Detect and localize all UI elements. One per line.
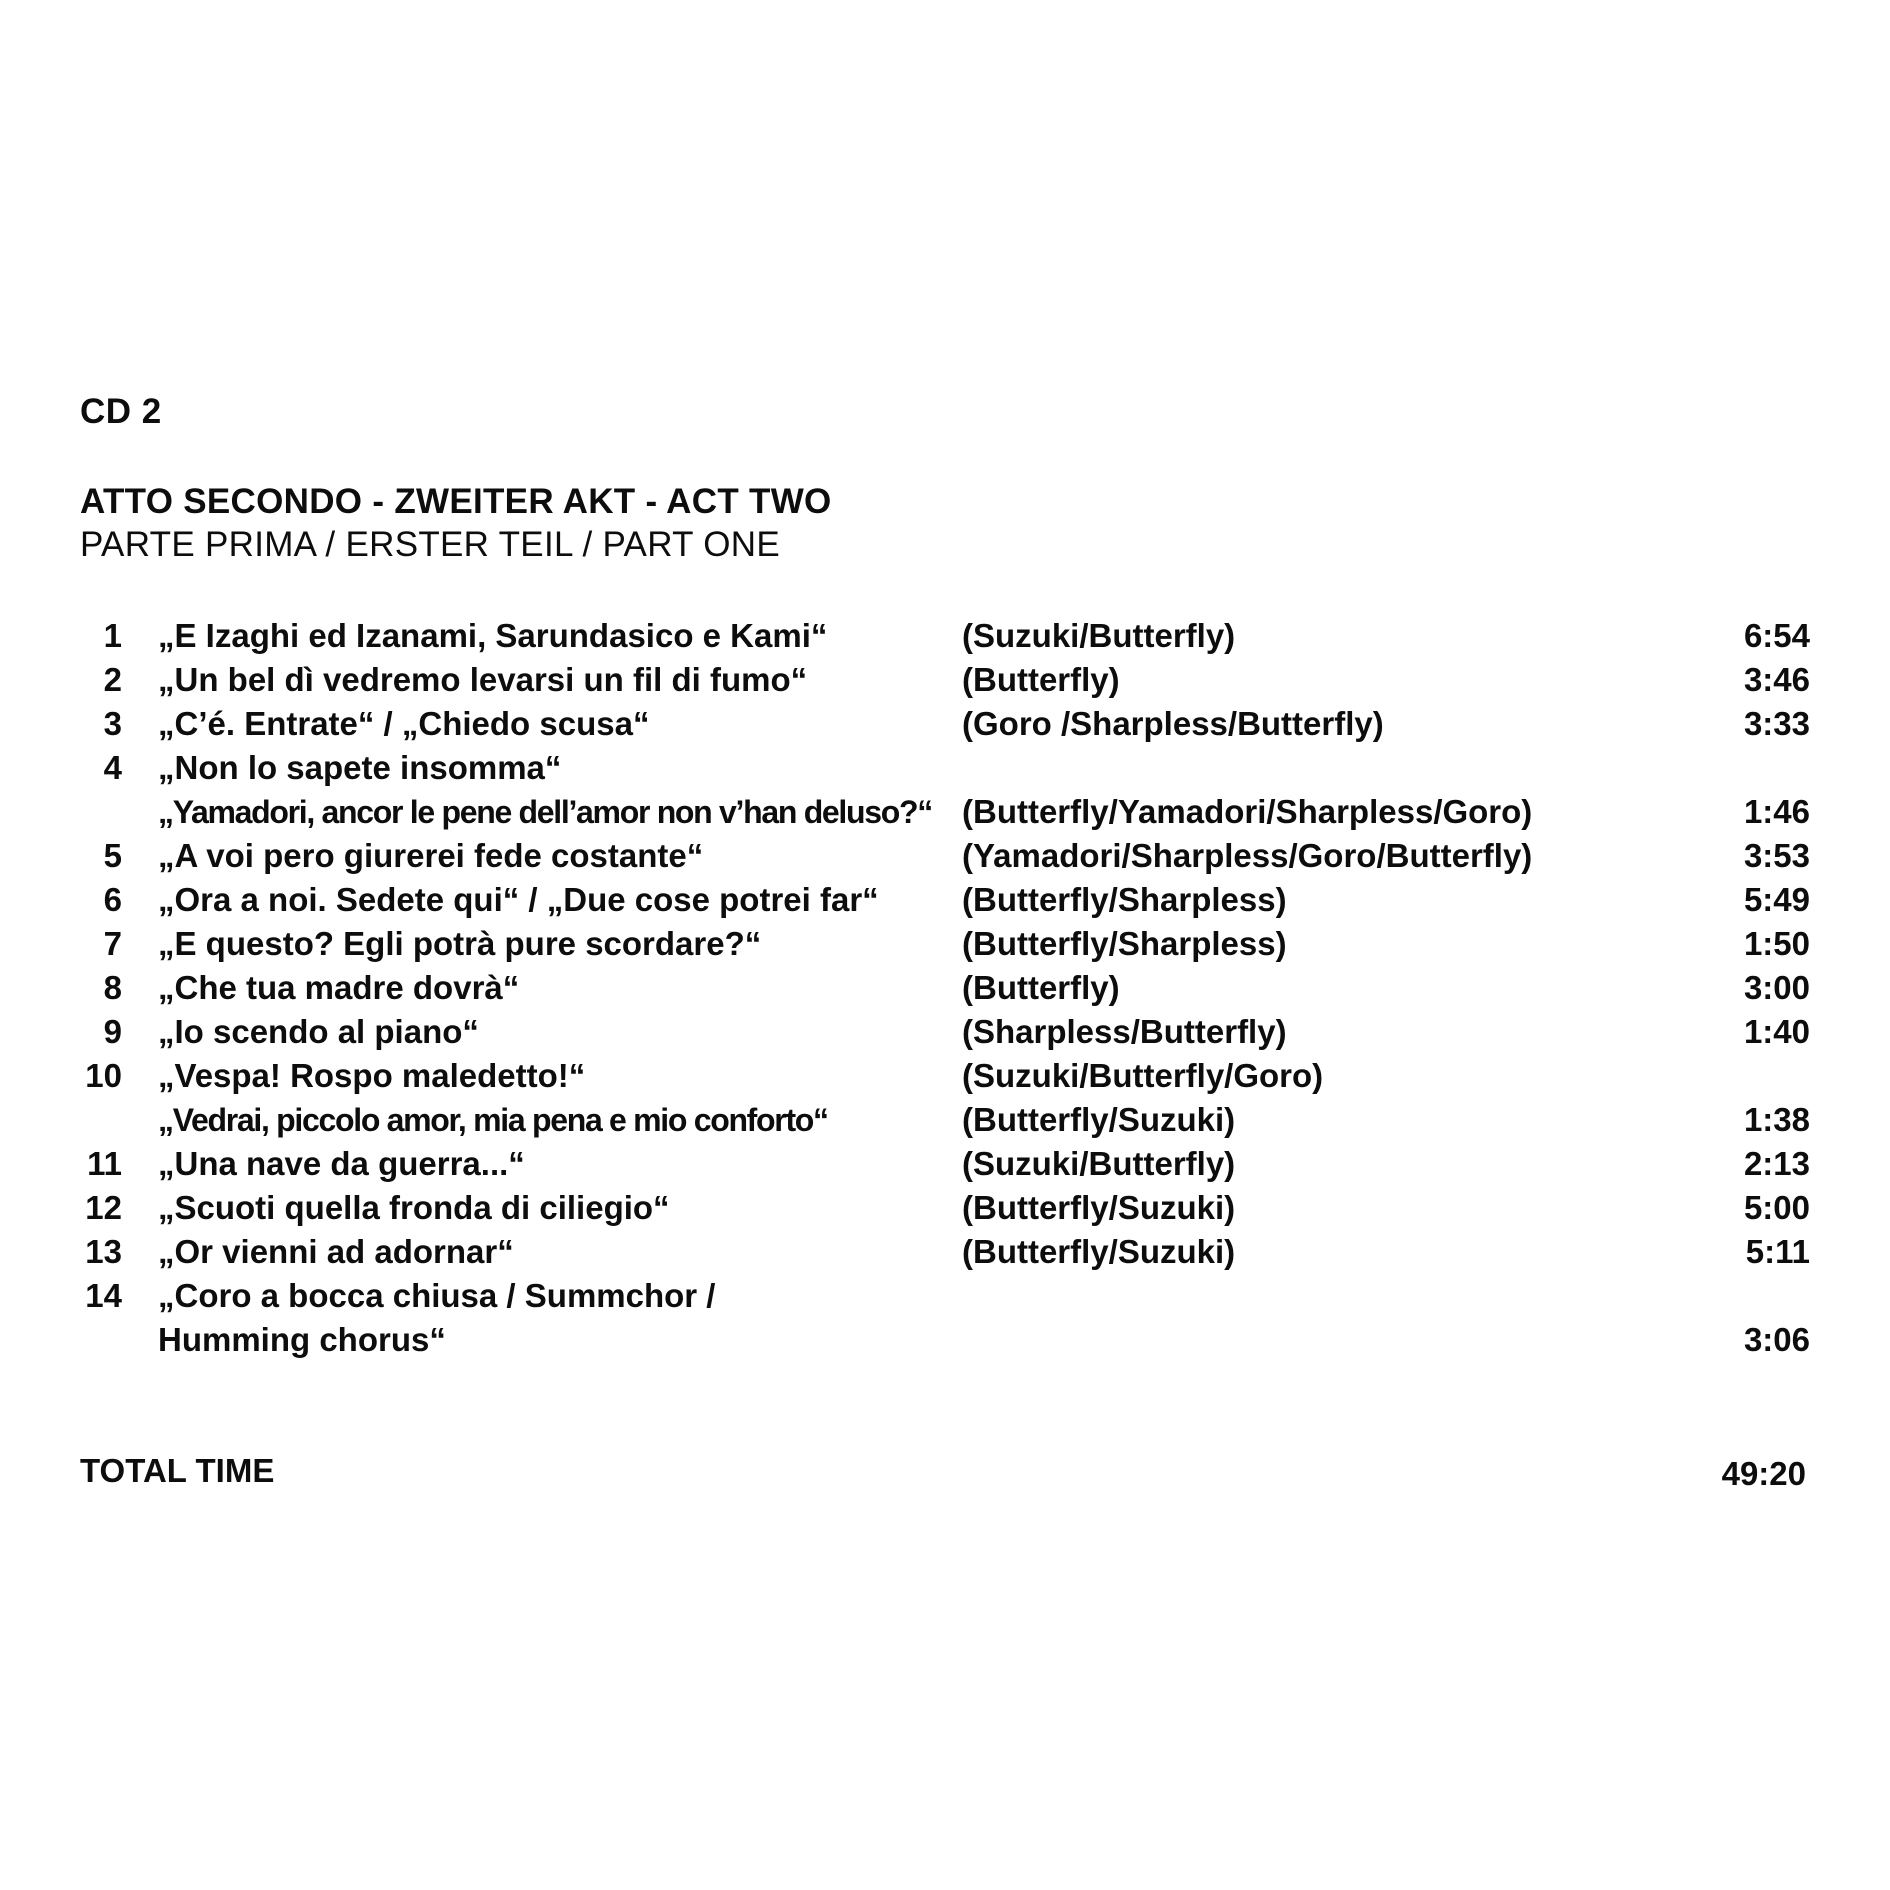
track-duration: 1:50 [1743, 925, 1810, 962]
track-roles: (Butterfly/Suzuki) [962, 1189, 1236, 1226]
track-line [0, 1230, 1890, 1274]
track-title: „Scuoti quella fronda di ciliegio“ [158, 1189, 670, 1226]
track-title: „Ora a noi. Sedete qui“ / „Due cose potrei far“ [158, 881, 879, 918]
track-line [0, 614, 1890, 658]
track-title: „E questo? Egli potrà pure scordare?“ [158, 925, 762, 962]
track-title: „Una nave da guerra...“ [158, 1145, 525, 1182]
track-roles: (Suzuki/Butterfly) [962, 617, 1236, 654]
track-roles: (Sharpless/Butterfly) [962, 1013, 1287, 1050]
part-title: PARTE PRIMA / ERSTER TEIL / PART ONE [80, 525, 780, 564]
track-line [0, 1318, 1890, 1362]
track-line [0, 658, 1890, 702]
track-roles: (Butterfly/Sharpless) [962, 925, 1287, 962]
track-duration: 5:49 [1743, 881, 1810, 918]
track-roles: (Butterfly) [962, 661, 1120, 698]
track-line [0, 1142, 1890, 1186]
track-line [0, 834, 1890, 878]
track-title: „Che tua madre dovrà“ [158, 969, 520, 1006]
track-line [0, 746, 1890, 790]
track-title: „A voi pero giurerei fede costante“ [158, 837, 704, 874]
track-roles: (Suzuki/Butterfly) [962, 1145, 1236, 1182]
track-number: 8 [103, 969, 122, 1006]
track-duration: 1:40 [1743, 1013, 1810, 1050]
track-title: „Yamadori, ancor le pene dell’amor non v’han deluso?“ [158, 794, 932, 830]
track-roles: (Butterfly) [962, 969, 1120, 1006]
track-roles: (Goro /Sharpless/Butterfly) [962, 705, 1384, 742]
track-line [0, 1054, 1890, 1098]
track-number: 1 [103, 617, 122, 654]
track-line [0, 1186, 1890, 1230]
track-number: 9 [103, 1013, 122, 1050]
track-title: „C’é. Entrate“ / „Chiedo scusa“ [158, 705, 650, 742]
track-number: 7 [103, 925, 122, 962]
track-line [0, 922, 1890, 966]
track-number: 11 [87, 1145, 122, 1182]
track-number: 12 [85, 1189, 122, 1226]
track-duration: 6:54 [1743, 617, 1810, 654]
act-title: ATTO SECONDO - ZWEITER AKT - ACT TWO [80, 482, 832, 521]
track-title: „E Izaghi ed Izanami, Sarundasico e Kami“ [158, 617, 828, 654]
track-line [0, 1010, 1890, 1054]
track-line [0, 966, 1890, 1010]
track-roles: (Butterfly/Suzuki) [962, 1101, 1236, 1138]
track-title: „Vedrai, piccolo amor, mia pena e mio conforto“ [158, 1102, 828, 1138]
total-time-label: TOTAL TIME [80, 1452, 275, 1489]
track-duration: 3:33 [1743, 705, 1810, 742]
track-duration: 5:00 [1743, 1189, 1810, 1226]
track-title: „Io scendo al piano“ [158, 1013, 479, 1050]
track-number: 5 [103, 837, 122, 874]
track-roles: (Yamadori/Sharpless/Goro/Butterfly) [962, 837, 1533, 874]
track-roles: (Butterfly/Yamadori/Sharpless/Goro) [962, 793, 1533, 830]
track-duration: 3:46 [1743, 661, 1810, 698]
track-line [0, 1274, 1890, 1318]
track-duration: 1:46 [1743, 793, 1810, 830]
track-title: „Non lo sapete insomma“ [158, 749, 562, 786]
track-duration: 3:06 [1743, 1321, 1810, 1358]
track-number: 14 [85, 1277, 122, 1314]
track-number: 10 [85, 1057, 122, 1094]
cd-label: CD 2 [80, 392, 162, 431]
track-line [0, 878, 1890, 922]
track-list [0, 614, 1890, 1362]
track-number: 6 [103, 881, 122, 918]
track-line [0, 702, 1890, 746]
track-title: „Vespa! Rospo maledetto!“ [158, 1057, 586, 1094]
track-number: 13 [85, 1233, 122, 1270]
track-title: Humming chorus“ [158, 1321, 446, 1358]
track-title: „Coro a bocca chiusa / Summchor / [158, 1277, 716, 1314]
track-roles: (Butterfly/Sharpless) [962, 881, 1287, 918]
track-roles: (Suzuki/Butterfly/Goro) [962, 1057, 1324, 1094]
track-line [0, 790, 1890, 834]
track-line [0, 1098, 1890, 1142]
track-duration: 3:53 [1743, 837, 1810, 874]
track-title: „Un bel dì vedremo levarsi un fil di fumo“ [158, 661, 808, 698]
track-title: „Or vienni ad adornar“ [158, 1233, 514, 1270]
total-time-value: 49:20 [1721, 1455, 1806, 1492]
track-number: 2 [103, 661, 122, 698]
track-duration: 3:00 [1743, 969, 1810, 1006]
track-roles: (Butterfly/Suzuki) [962, 1233, 1236, 1270]
track-duration: 2:13 [1743, 1145, 1810, 1182]
track-number: 4 [103, 749, 122, 786]
track-number: 3 [103, 705, 122, 742]
track-duration: 5:11 [1745, 1233, 1810, 1270]
track-duration: 1:38 [1743, 1101, 1810, 1138]
